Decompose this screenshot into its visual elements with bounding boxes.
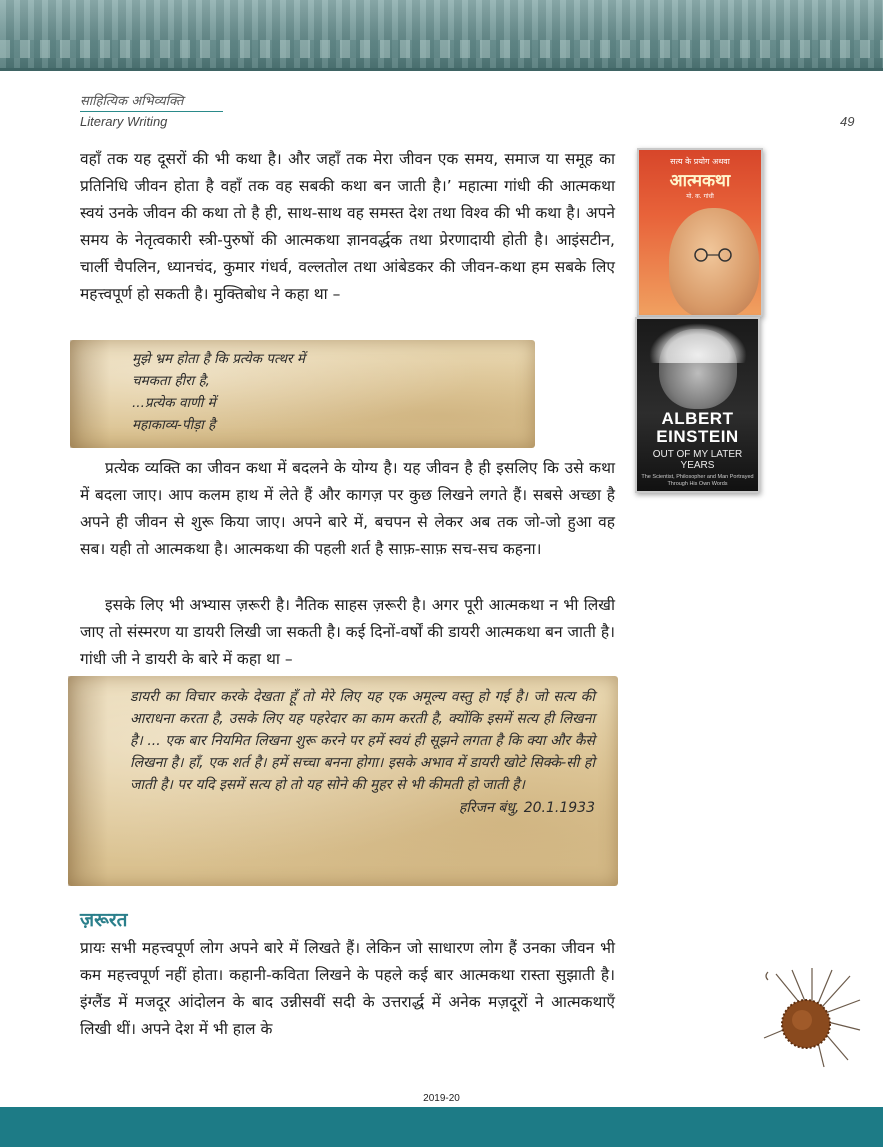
glasses-icon bbox=[687, 248, 747, 262]
poem-line: महाकाव्य-पीड़ा है bbox=[132, 417, 216, 433]
sun-arrows-illustration-icon bbox=[762, 968, 862, 1068]
carved-border-pattern bbox=[0, 40, 883, 58]
book-top-text: सत्य के प्रयोग अथवा bbox=[670, 157, 730, 166]
paper-edge bbox=[68, 676, 108, 886]
poem-line: ...प्रत्येक वाणी में bbox=[132, 395, 216, 411]
section-heading: ज़रूरत bbox=[80, 909, 128, 931]
page-number: 49 bbox=[840, 114, 855, 129]
footer-year: 2019-20 bbox=[423, 1093, 460, 1104]
footer-bar bbox=[0, 1107, 883, 1147]
book-title: आत्मकथा bbox=[669, 171, 731, 191]
poem-line: मुझे भ्रम होता है कि प्रत्येक पत्थर में bbox=[132, 351, 305, 367]
book-tagline: The Scientist, Philosopher and Man Portrayed Through His Own Words bbox=[641, 474, 754, 487]
quote-block bbox=[130, 686, 595, 817]
diary-quote-text: डायरी का विचार करके देखता हूँ तो मेरे लिए यह एक अमूल्य वस्तु हो गई है। जो सत्य की आराधना करता है, उसके लिए यह पहरेदार का काम करती है, क्योंकि इसमें सत्य ही लिखना है। ... एक बार नियमित लिखना शुरू करने पर हमें स्वयं ही सूझने लगता है कि क्या और कैसे लिखना है। हाँ, एक शर्त है। हमें सच्चा बनना होगा। इसके अभाव में डायरी खोटे सिक्के-सी हो जाती है। पर यदि इसमें सत्य हो तो यह सोने की मुहर से भी कीमती हो जाती है। bbox=[130, 689, 595, 793]
section-title-hindi: साहित्यिक अभिव्यक्ति bbox=[80, 91, 223, 112]
einstein-book-cover bbox=[635, 317, 760, 493]
book-subtitle: OUT OF MY LATER YEARS bbox=[652, 449, 743, 471]
paper-edge bbox=[70, 340, 110, 448]
section-header bbox=[80, 90, 223, 129]
gandhi-portrait bbox=[669, 208, 759, 317]
paragraph-4: प्रायः सभी महत्त्वपूर्ण लोग अपने बारे में लिखते हैं। लेकिन जो साधारण लोग हैं उनका जीवन भी कम महत्त्वपूर्ण नहीं होता। कहानी-कविता लिखने के पहले कई बार आत्मकथा रास्ता सुझाती है। इंग्लैंड में मजदूर आंदोलन के बाद उन्नीसवीं सदी के उत्तरार्द्ध में अनेक मज़दूरों ने आत्मकथाएँ लिखी थीं। अपने देश में भी हाल के bbox=[80, 939, 615, 1038]
poem-block bbox=[132, 348, 305, 436]
paragraph-3: इसके लिए भी अभ्यास ज़रूरी है। नैतिक साहस ज़रूरी है। अगर पूरी आत्मकथा न भी लिखी जाए तो संस्मरण या डायरी लिखी जा सकती है। कई दिनों-वर्षों की डायरी आत्मकथा बन जाती है। गांधी जी ने डायरी के बारे में कहा था – bbox=[80, 596, 615, 668]
poem-paper bbox=[70, 340, 535, 448]
gandhi-autobiography-cover bbox=[637, 148, 763, 317]
book-title-line-1: ALBERT bbox=[661, 409, 734, 428]
quote-source: हरिजन बंधु, 20.1.1933 bbox=[458, 800, 595, 816]
paragraph-2: प्रत्येक व्यक्ति का जीवन कथा में बदलने के योग्य है। यह जीवन है ही इसलिए कि उसे कथा में बदला जाए। आप कलम हाथ में लेते हैं और कागज़ पर कुछ लिखने लगते हैं। सबसे अच्छा है अपने ही जीवन से शुरू किया जाए। अपने बारे में, बचपन से लेकर अब तक जो-जो हुआ वह सब। यही तो आत्मकथा है। आत्मकथा की पहली शर्त है साफ़-साफ़ सच-सच कहना। bbox=[80, 459, 615, 558]
poem-line: चमकता हीरा है, bbox=[132, 373, 210, 389]
section-title-english: Literary Writing bbox=[80, 114, 168, 129]
book-title-line-2: EINSTEIN bbox=[656, 427, 739, 446]
book-author: मो. क. गांधी bbox=[686, 193, 714, 200]
einstein-hair bbox=[649, 323, 747, 363]
top-banner bbox=[0, 0, 883, 71]
paragraph-1: वहाँ तक यह दूसरों की भी कथा है। और जहाँ तक मेरा जीवन एक समय, समाज या समूह का प्रतिनिधि जीवन होता है वहाँ तक वह सबकी कथा बन जाती है।’ महात्मा गांधी की आत्मकथा स्वयं उनके जीवन की कथा तो है ही, साथ-साथ वह समस्त देश तथा विश्व की भी कथा है। अपने समय के नेतृत्वकारी स्त्री-पुरुषों की आत्मकथा ज्ञानवर्द्धक तथा प्रेरणादायी होती है। आइंसटीन, चार्ली चैपलिन, ध्यानचंद, कुमार गंधर्व, वल्लतोल तथा आंबेडकर की जीवन-कथा हम सबके लिए महत्त्वपूर्ण हो सकती है। मुक्तिबोध ने कहा था – bbox=[80, 150, 615, 303]
quote-paper bbox=[68, 676, 618, 886]
